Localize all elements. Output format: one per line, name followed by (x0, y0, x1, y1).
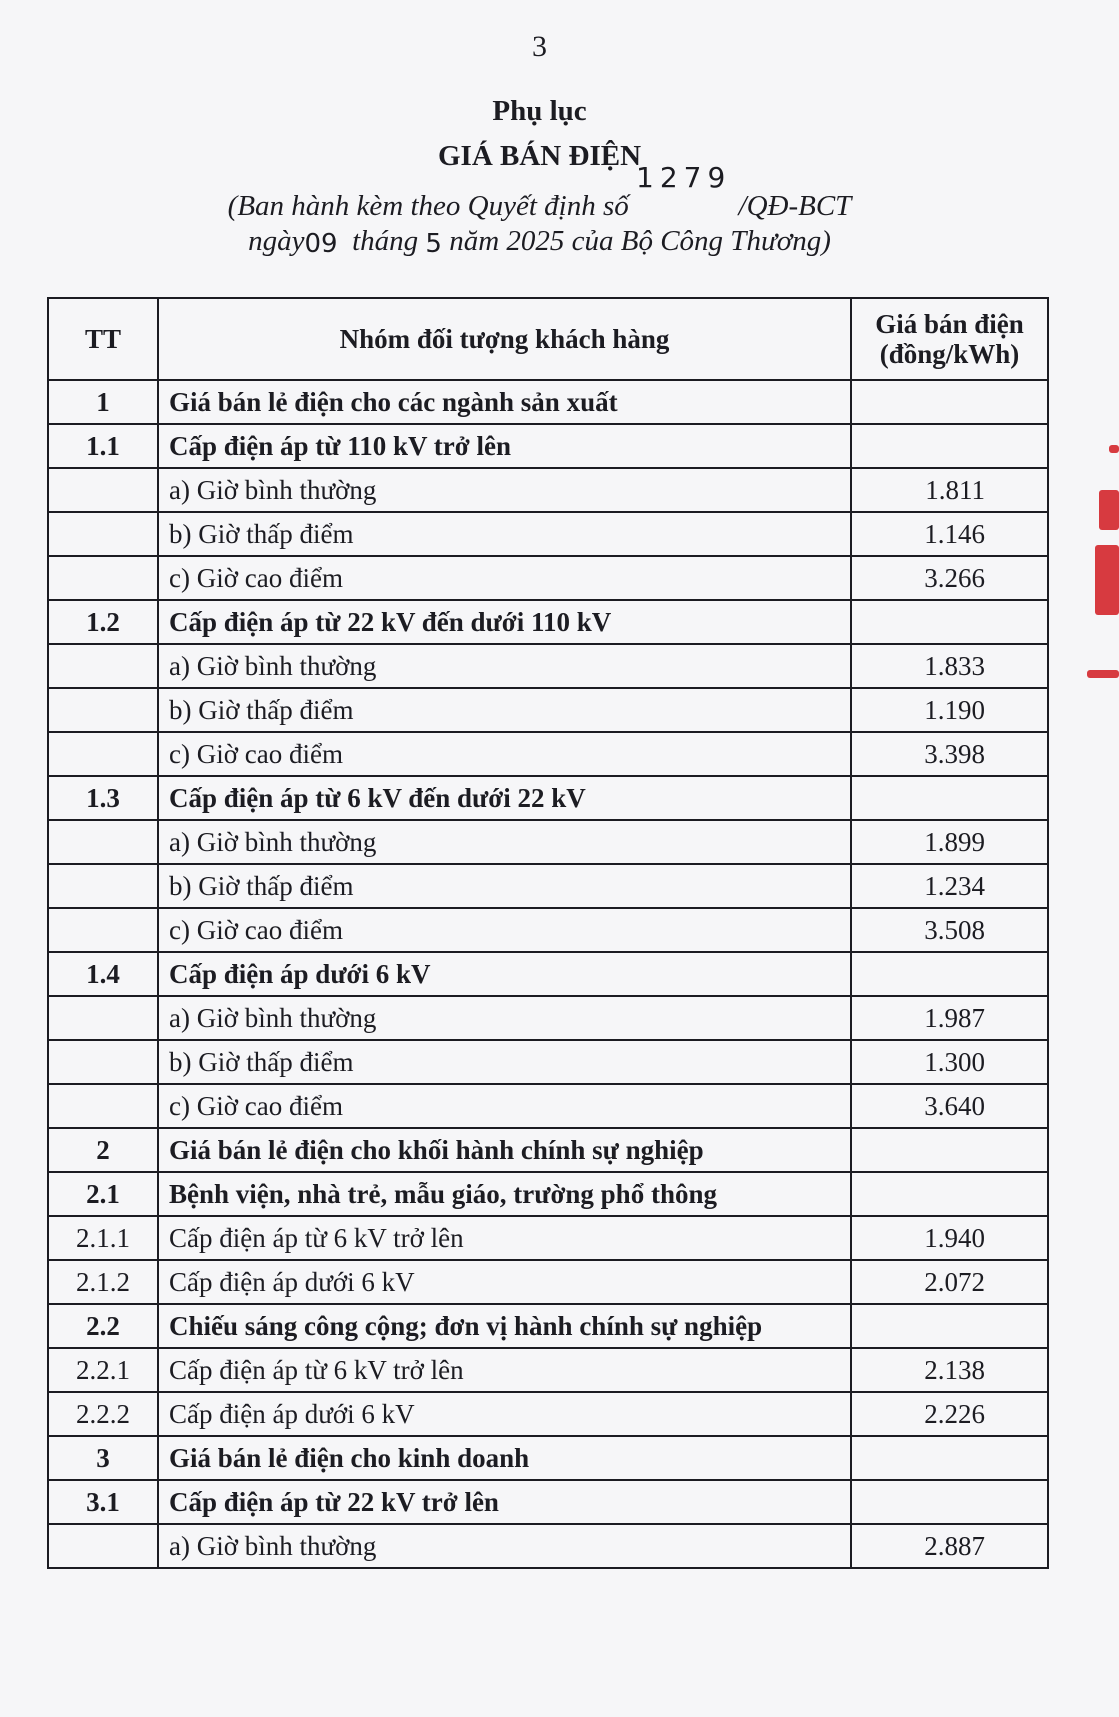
row-customer-group: b) Giờ thấp điểm (158, 1040, 851, 1084)
row-customer-group: Cấp điện áp từ 6 kV đến dưới 22 kV (158, 776, 851, 820)
table-row (48, 1304, 1048, 1348)
table-row (48, 1172, 1048, 1216)
month-value: 5 (425, 229, 442, 259)
table-row (48, 820, 1048, 864)
table-row (48, 1040, 1048, 1084)
row-customer-group: b) Giờ thấp điểm (158, 512, 851, 556)
row-tt (48, 1084, 158, 1128)
table-row (48, 1436, 1048, 1480)
row-price: 1.833 (851, 644, 1048, 688)
row-price (851, 776, 1048, 820)
document-title: GIÁ BÁN ĐIỆN (437, 140, 642, 172)
row-customer-group: a) Giờ bình thường (158, 468, 851, 512)
row-price (851, 1304, 1048, 1348)
table-row (48, 1128, 1048, 1172)
row-price: 3.266 (851, 556, 1048, 600)
row-tt: 3 (48, 1436, 158, 1480)
row-price: 1.234 (851, 864, 1048, 908)
row-tt: 3.1 (48, 1480, 158, 1524)
row-customer-group: a) Giờ bình thường (158, 1524, 851, 1568)
row-customer-group: Cấp điện áp từ 22 kV đến dưới 110 kV (158, 600, 851, 644)
row-customer-group: c) Giờ cao điểm (158, 556, 851, 600)
header-customer-group: Nhóm đối tượng khách hàng (158, 298, 851, 380)
row-price: 1.811 (851, 468, 1048, 512)
table-row (48, 732, 1048, 776)
row-price: 2.138 (851, 1348, 1048, 1392)
row-tt: 2 (48, 1128, 158, 1172)
row-tt (48, 732, 158, 776)
issuance-prefix: (Ban hành kèm theo Quyết định số (227, 190, 629, 222)
header-tt: TT (48, 298, 158, 380)
stamp-edge-mark (1095, 545, 1119, 615)
table-row (48, 864, 1048, 908)
row-tt (48, 1524, 158, 1568)
row-tt: 1.1 (48, 424, 158, 468)
row-customer-group: Giá bán lẻ điện cho kinh doanh (158, 1436, 851, 1480)
table-row (48, 908, 1048, 952)
table-row (48, 1348, 1048, 1392)
appendix-title: Phụ lục (492, 95, 587, 127)
stamp-edge-mark (1099, 490, 1119, 530)
row-customer-group: b) Giờ thấp điểm (158, 688, 851, 732)
table-row (48, 776, 1048, 820)
day-value: 09 (304, 229, 338, 259)
row-price (851, 424, 1048, 468)
header-price-line1: Giá bán điện (875, 309, 1024, 339)
row-customer-group: Cấp điện áp dưới 6 kV (158, 1260, 851, 1304)
row-tt: 2.1 (48, 1172, 158, 1216)
row-tt (48, 1040, 158, 1084)
row-price (851, 952, 1048, 996)
table-row (48, 688, 1048, 732)
row-customer-group: Bệnh viện, nhà trẻ, mẫu giáo, trường phổ thông (158, 1172, 851, 1216)
table-row (48, 1480, 1048, 1524)
row-customer-group: Cấp điện áp dưới 6 kV (158, 952, 851, 996)
row-customer-group: b) Giờ thấp điểm (158, 864, 851, 908)
row-price (851, 1436, 1048, 1480)
row-customer-group: a) Giờ bình thường (158, 820, 851, 864)
row-tt (48, 864, 158, 908)
row-customer-group: Chiếu sáng công cộng; đơn vị hành chính sự nghiệp (158, 1304, 851, 1348)
row-price (851, 1172, 1048, 1216)
row-tt: 1 (48, 380, 158, 424)
row-customer-group: Cấp điện áp từ 6 kV trở lên (158, 1348, 851, 1392)
row-customer-group: c) Giờ cao điểm (158, 908, 851, 952)
row-customer-group: Giá bán lẻ điện cho các ngành sản xuất (158, 380, 851, 424)
table-row (48, 996, 1048, 1040)
page-number: 3 (532, 30, 547, 63)
row-customer-group: Cấp điện áp từ 110 kV trở lên (158, 424, 851, 468)
row-tt: 1.4 (48, 952, 158, 996)
issuance-date-line (0, 225, 1079, 258)
row-price: 1.190 (851, 688, 1048, 732)
row-customer-group: c) Giờ cao điểm (158, 1084, 851, 1128)
table-body (48, 380, 1048, 1568)
decision-suffix: /QĐ-BCT (738, 190, 852, 222)
table-row (48, 468, 1048, 512)
row-customer-group: Cấp điện áp từ 22 kV trở lên (158, 1480, 851, 1524)
row-price: 2.226 (851, 1392, 1048, 1436)
row-price (851, 380, 1048, 424)
table-row (48, 644, 1048, 688)
table-row (48, 1392, 1048, 1436)
row-price: 1.146 (851, 512, 1048, 556)
row-price: 3.640 (851, 1084, 1048, 1128)
row-tt (48, 644, 158, 688)
header-price (851, 298, 1048, 380)
month-label: tháng (352, 225, 419, 257)
table-header-row (48, 298, 1048, 380)
row-customer-group: Giá bán lẻ điện cho khối hành chính sự nghiệp (158, 1128, 851, 1172)
table-row (48, 556, 1048, 600)
row-price (851, 600, 1048, 644)
row-customer-group: a) Giờ bình thường (158, 996, 851, 1040)
row-tt: 2.2 (48, 1304, 158, 1348)
row-price: 1.899 (851, 820, 1048, 864)
tariff-table (47, 297, 1049, 1569)
table-row (48, 512, 1048, 556)
stamp-edge-mark (1087, 670, 1119, 678)
row-tt: 2.1.1 (48, 1216, 158, 1260)
table-row (48, 952, 1048, 996)
row-customer-group: c) Giờ cao điểm (158, 732, 851, 776)
row-customer-group: a) Giờ bình thường (158, 644, 851, 688)
row-price (851, 1128, 1048, 1172)
row-tt: 2.1.2 (48, 1260, 158, 1304)
row-price: 3.398 (851, 732, 1048, 776)
row-tt (48, 468, 158, 512)
row-price: 1.300 (851, 1040, 1048, 1084)
table-row (48, 1216, 1048, 1260)
row-tt: 1.2 (48, 600, 158, 644)
table-row (48, 1260, 1048, 1304)
row-tt (48, 820, 158, 864)
row-price: 2.887 (851, 1524, 1048, 1568)
row-tt (48, 996, 158, 1040)
row-price: 1.987 (851, 996, 1048, 1040)
stamp-edge-mark (1109, 445, 1119, 453)
decision-number: 1279 (636, 161, 732, 194)
row-tt (48, 688, 158, 732)
issuance-line (0, 161, 1079, 223)
table-row (48, 380, 1048, 424)
row-tt: 2.2.2 (48, 1392, 158, 1436)
table-row (48, 1524, 1048, 1568)
row-price: 2.072 (851, 1260, 1048, 1304)
day-prefix: ngày (248, 225, 305, 257)
row-tt: 1.3 (48, 776, 158, 820)
row-price: 1.940 (851, 1216, 1048, 1260)
header-price-line2: (đồng/kWh) (879, 339, 1020, 369)
year-suffix: năm 2025 của Bộ Công Thương) (449, 225, 831, 257)
row-tt (48, 908, 158, 952)
table-row (48, 600, 1048, 644)
row-price: 3.508 (851, 908, 1048, 952)
row-tt (48, 556, 158, 600)
row-tt (48, 512, 158, 556)
table-row (48, 424, 1048, 468)
table-row (48, 1084, 1048, 1128)
row-customer-group: Cấp điện áp từ 6 kV trở lên (158, 1216, 851, 1260)
row-price (851, 1480, 1048, 1524)
row-customer-group: Cấp điện áp dưới 6 kV (158, 1392, 851, 1436)
row-tt: 2.2.1 (48, 1348, 158, 1392)
